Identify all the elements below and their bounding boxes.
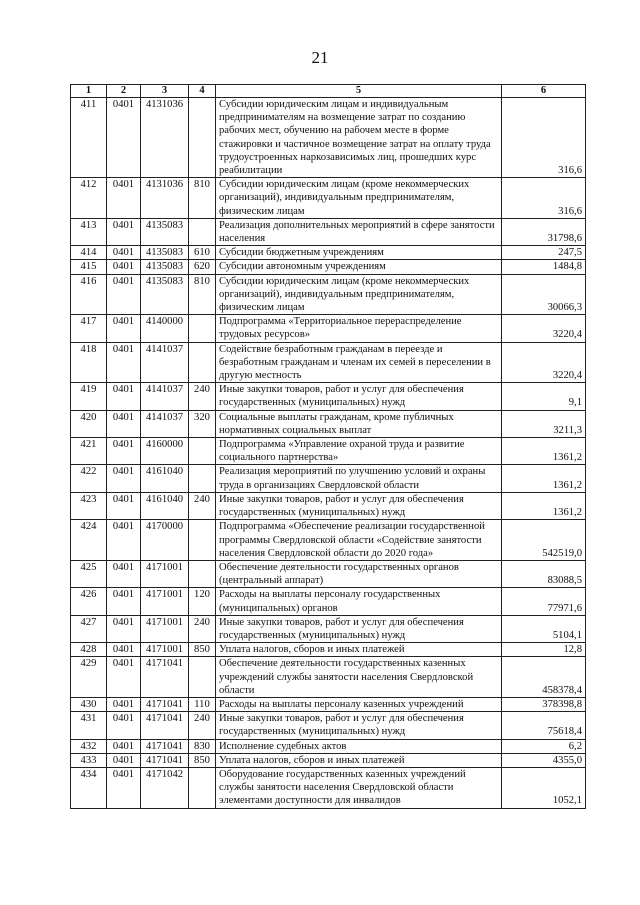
expense-type-cell — [189, 657, 216, 698]
section-code-cell: 0401 — [107, 615, 141, 642]
target-code-cell: 4135083 — [141, 274, 189, 315]
target-code-cell: 4171001 — [141, 615, 189, 642]
section-code-cell: 0401 — [107, 260, 141, 274]
column-header-number: 1 — [71, 85, 107, 98]
table-row — [71, 560, 586, 587]
amount-cell: 1484,8 — [502, 260, 586, 274]
expense-type-cell: 240 — [189, 615, 216, 642]
section-code-cell: 0401 — [107, 657, 141, 698]
table-row — [71, 520, 586, 561]
row-number-cell: 431 — [71, 712, 107, 739]
section-code-cell: 0401 — [107, 465, 141, 492]
item-name-cell: Уплата налогов, сборов и иных платежей — [216, 643, 502, 657]
amount-cell: 3211,3 — [502, 410, 586, 437]
table-row — [71, 410, 586, 437]
table-row — [71, 753, 586, 767]
table-row — [71, 588, 586, 615]
amount-cell: 378398,8 — [502, 697, 586, 711]
table-row — [71, 643, 586, 657]
item-name-cell: Подпрограмма «Территориальное перераспределение трудовых ресурсов» — [216, 315, 502, 342]
expense-type-cell: 850 — [189, 753, 216, 767]
item-name-cell: Иные закупки товаров, работ и услуг для обеспечения государственных (муниципальных) нужд — [216, 615, 502, 642]
row-number-cell: 417 — [71, 315, 107, 342]
section-code-cell: 0401 — [107, 712, 141, 739]
target-code-cell: 4171001 — [141, 643, 189, 657]
amount-cell: 30066,3 — [502, 274, 586, 315]
table-row — [71, 342, 586, 383]
amount-cell: 316,6 — [502, 178, 586, 219]
target-code-cell: 4141037 — [141, 383, 189, 410]
target-code-cell: 4171041 — [141, 739, 189, 753]
expense-type-cell: 850 — [189, 643, 216, 657]
section-code-cell: 0401 — [107, 560, 141, 587]
row-number-cell: 425 — [71, 560, 107, 587]
table-row — [71, 315, 586, 342]
expense-type-cell — [189, 560, 216, 587]
amount-cell: 83088,5 — [502, 560, 586, 587]
item-name-cell: Обеспечение деятельности государственных казенных учреждений службы занятости населения Свердловской области — [216, 657, 502, 698]
amount-cell: 31798,6 — [502, 218, 586, 245]
row-number-cell: 412 — [71, 178, 107, 219]
target-code-cell: 4141037 — [141, 410, 189, 437]
target-code-cell: 4135083 — [141, 218, 189, 245]
amount-cell: 1361,2 — [502, 438, 586, 465]
expense-type-cell — [189, 767, 216, 808]
table-row — [71, 739, 586, 753]
target-code-cell: 4135083 — [141, 260, 189, 274]
amount-cell: 75618,4 — [502, 712, 586, 739]
row-number-cell: 418 — [71, 342, 107, 383]
amount-cell: 3220,4 — [502, 315, 586, 342]
column-header-name: 5 — [216, 85, 502, 98]
table-row — [71, 657, 586, 698]
page-number: 21 — [311, 48, 329, 67]
section-code-cell: 0401 — [107, 98, 141, 178]
table-row — [71, 465, 586, 492]
target-code-cell: 4171041 — [141, 657, 189, 698]
section-code-cell: 0401 — [107, 410, 141, 437]
row-number-cell: 432 — [71, 739, 107, 753]
row-number-cell: 411 — [71, 98, 107, 178]
table-row — [71, 767, 586, 808]
target-code-cell: 4131036 — [141, 98, 189, 178]
item-name-cell: Расходы на выплаты персоналу казенных учреждений — [216, 697, 502, 711]
item-name-cell: Субсидии юридическим лицам и индивидуальным предпринимателям на возмещение затрат по созданию рабочих мест, обучению на рабочем месте в форме стажировки и частичное возмещение затрат на оплату труда трудоустроенных наркозависимых лиц, прошедших курс реабилитации — [216, 98, 502, 178]
item-name-cell: Иные закупки товаров, работ и услуг для обеспечения государственных (муниципальных) нужд — [216, 383, 502, 410]
target-code-cell: 4135083 — [141, 246, 189, 260]
expense-type-cell: 830 — [189, 739, 216, 753]
item-name-cell: Иные закупки товаров, работ и услуг для обеспечения государственных (муниципальных) нужд — [216, 492, 502, 519]
row-number-cell: 416 — [71, 274, 107, 315]
item-name-cell: Субсидии юридическим лицам (кроме некоммерческих организаций), индивидуальным предпринимателям, физическим лицам — [216, 274, 502, 315]
amount-cell: 3220,4 — [502, 342, 586, 383]
row-number-cell: 430 — [71, 697, 107, 711]
table-row — [71, 492, 586, 519]
expense-type-cell — [189, 218, 216, 245]
expense-type-cell — [189, 98, 216, 178]
table-row — [71, 274, 586, 315]
expense-type-cell: 320 — [189, 410, 216, 437]
table-row — [71, 697, 586, 711]
amount-cell: 77971,6 — [502, 588, 586, 615]
amount-cell: 6,2 — [502, 739, 586, 753]
target-code-cell: 4171041 — [141, 753, 189, 767]
table-row — [71, 218, 586, 245]
expense-type-cell: 610 — [189, 246, 216, 260]
amount-cell: 12,8 — [502, 643, 586, 657]
item-name-cell: Подпрограмма «Обеспечение реализации государственной программы Свердловской области «Содействие занятости населения Свердловской области до 2020 года» — [216, 520, 502, 561]
table-row — [71, 712, 586, 739]
amount-cell: 9,1 — [502, 383, 586, 410]
expense-type-cell: 620 — [189, 260, 216, 274]
row-number-cell: 422 — [71, 465, 107, 492]
target-code-cell: 4170000 — [141, 520, 189, 561]
item-name-cell: Оборудование государственных казенных учреждений службы занятости населения Свердловской области элементами доступности для инвалидов — [216, 767, 502, 808]
item-name-cell: Иные закупки товаров, работ и услуг для обеспечения государственных (муниципальных) нужд — [216, 712, 502, 739]
table-row — [71, 260, 586, 274]
section-code-cell: 0401 — [107, 383, 141, 410]
section-code-cell: 0401 — [107, 218, 141, 245]
target-code-cell: 4171001 — [141, 588, 189, 615]
target-code-cell: 4171001 — [141, 560, 189, 587]
item-name-cell: Реализация дополнительных мероприятий в сфере занятости населения — [216, 218, 502, 245]
section-code-cell: 0401 — [107, 315, 141, 342]
row-number-cell: 429 — [71, 657, 107, 698]
row-number-cell: 426 — [71, 588, 107, 615]
row-number-cell: 414 — [71, 246, 107, 260]
item-name-cell: Обеспечение деятельности государственных органов (центральный аппарат) — [216, 560, 502, 587]
target-code-cell: 4161040 — [141, 492, 189, 519]
expense-type-cell: 240 — [189, 383, 216, 410]
section-code-cell: 0401 — [107, 697, 141, 711]
row-number-cell: 419 — [71, 383, 107, 410]
item-name-cell: Реализация мероприятий по улучшению условий и охраны труда в организациях Свердловской области — [216, 465, 502, 492]
item-name-cell: Уплата налогов, сборов и иных платежей — [216, 753, 502, 767]
row-number-cell: 424 — [71, 520, 107, 561]
item-name-cell: Исполнение судебных актов — [216, 739, 502, 753]
row-number-cell: 433 — [71, 753, 107, 767]
column-header-amount: 6 — [502, 85, 586, 98]
expense-type-cell — [189, 520, 216, 561]
expense-type-cell: 810 — [189, 274, 216, 315]
item-name-cell: Субсидии автономным учреждениям — [216, 260, 502, 274]
target-code-cell: 4171042 — [141, 767, 189, 808]
section-code-cell: 0401 — [107, 588, 141, 615]
section-code-cell: 0401 — [107, 178, 141, 219]
table-row — [71, 438, 586, 465]
item-name-cell: Субсидии бюджетным учреждениям — [216, 246, 502, 260]
item-name-cell: Расходы на выплаты персоналу государственных (муниципальных) органов — [216, 588, 502, 615]
expense-type-cell: 810 — [189, 178, 216, 219]
amount-cell: 4355,0 — [502, 753, 586, 767]
section-code-cell: 0401 — [107, 753, 141, 767]
item-name-cell: Субсидии юридическим лицам (кроме некоммерческих организаций), индивидуальным предпринимателям, физическим лицам — [216, 178, 502, 219]
target-code-cell: 4161040 — [141, 465, 189, 492]
expense-type-cell — [189, 465, 216, 492]
table-row — [71, 178, 586, 219]
expense-type-cell: 110 — [189, 697, 216, 711]
amount-cell: 1052,1 — [502, 767, 586, 808]
table-header-row — [71, 85, 586, 98]
section-code-cell: 0401 — [107, 643, 141, 657]
row-number-cell: 415 — [71, 260, 107, 274]
table-row — [71, 98, 586, 178]
table-row — [71, 615, 586, 642]
item-name-cell: Подпрограмма «Управление охраной труда и развитие социального партнерства» — [216, 438, 502, 465]
target-code-cell: 4171041 — [141, 712, 189, 739]
expense-type-cell: 120 — [189, 588, 216, 615]
row-number-cell: 434 — [71, 767, 107, 808]
amount-cell: 1361,2 — [502, 465, 586, 492]
column-header-section: 2 — [107, 85, 141, 98]
target-code-cell: 4160000 — [141, 438, 189, 465]
target-code-cell: 4141037 — [141, 342, 189, 383]
section-code-cell: 0401 — [107, 438, 141, 465]
amount-cell: 247,5 — [502, 246, 586, 260]
row-number-cell: 421 — [71, 438, 107, 465]
expense-type-cell: 240 — [189, 492, 216, 519]
item-name-cell: Социальные выплаты гражданам, кроме публичных нормативных социальных выплат — [216, 410, 502, 437]
section-code-cell: 0401 — [107, 342, 141, 383]
row-number-cell: 427 — [71, 615, 107, 642]
amount-cell: 316,6 — [502, 98, 586, 178]
section-code-cell: 0401 — [107, 767, 141, 808]
budget-table — [70, 84, 586, 809]
section-code-cell: 0401 — [107, 492, 141, 519]
row-number-cell: 428 — [71, 643, 107, 657]
amount-cell: 542519,0 — [502, 520, 586, 561]
section-code-cell: 0401 — [107, 739, 141, 753]
amount-cell: 458378,4 — [502, 657, 586, 698]
target-code-cell: 4140000 — [141, 315, 189, 342]
expense-type-cell — [189, 315, 216, 342]
target-code-cell: 4171041 — [141, 697, 189, 711]
table-row — [71, 246, 586, 260]
row-number-cell: 420 — [71, 410, 107, 437]
expense-type-cell: 240 — [189, 712, 216, 739]
section-code-cell: 0401 — [107, 274, 141, 315]
section-code-cell: 0401 — [107, 520, 141, 561]
column-header-type: 4 — [189, 85, 216, 98]
row-number-cell: 413 — [71, 218, 107, 245]
row-number-cell: 423 — [71, 492, 107, 519]
expense-type-cell — [189, 438, 216, 465]
target-code-cell: 4131036 — [141, 178, 189, 219]
section-code-cell: 0401 — [107, 246, 141, 260]
amount-cell: 1361,2 — [502, 492, 586, 519]
amount-cell: 5104,1 — [502, 615, 586, 642]
item-name-cell: Содействие безработным гражданам в переезде и безработным гражданам и членам их семей в переселении в другую местность — [216, 342, 502, 383]
column-header-code: 3 — [141, 85, 189, 98]
expense-type-cell — [189, 342, 216, 383]
table-row — [71, 383, 586, 410]
